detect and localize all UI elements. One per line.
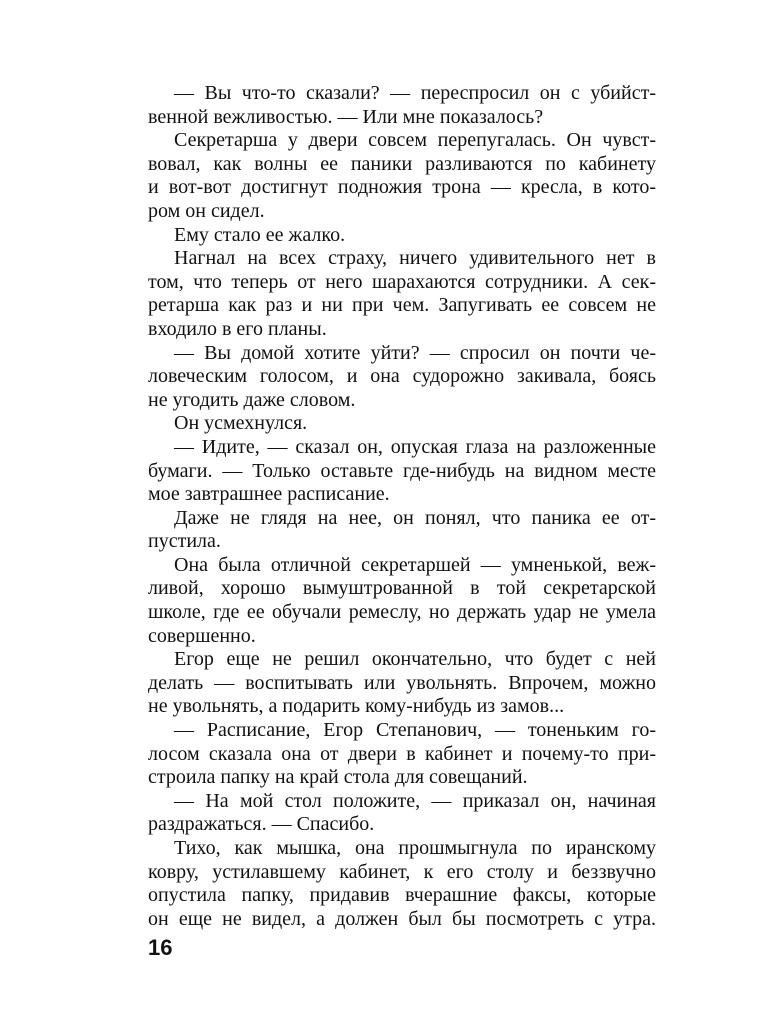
paragraph (148, 436, 656, 507)
text-line: ретарша как раз и ни при чем. Запугивать ее совсем не (148, 294, 656, 317)
paragraph (148, 837, 656, 931)
text-line: вовал, как волны ее паники разливаются по кабинету (148, 152, 656, 175)
text-line: Ему стало ее жалко. (174, 223, 346, 246)
text-line: Тихо, как мышка, она прошмыгнула по иранскому (174, 837, 656, 859)
paragraph (148, 224, 656, 248)
text-line: — Идите, — сказал он, опуская глаза на разложенные (174, 435, 656, 458)
paragraph (148, 342, 656, 413)
text-line: раздражаться. — Спасибо. (148, 813, 375, 836)
text-line: Нагнал на всех страху, ничего удивительного нет в (174, 247, 656, 270)
paragraph (148, 790, 656, 837)
text-line: Секретарша у двери совсем перепугалась. Он чувст- (174, 129, 656, 152)
text-line: лосом сказала она от двери в кабинет и почему-то при- (148, 742, 656, 765)
paragraph (148, 82, 656, 129)
text-line: ром он сидел. (148, 199, 265, 222)
text-line: венной вежливостью. — Или мне показалось? (148, 105, 544, 128)
text-line: — Вы что-то сказали? — переспросил он с убийст- (174, 82, 656, 104)
text-line: том, что теперь от него шарахаются сотрудники. А сек- (148, 270, 656, 293)
text-line: строила папку на край стола для совещаний. (148, 766, 528, 789)
text-line: — Расписание, Егор Степанович, — тоненьким го- (174, 719, 656, 742)
body-text (148, 82, 656, 931)
text-line: ковру, устилавшему кабинет, к его столу и беззвучно (148, 860, 656, 883)
text-line: совершенно. (148, 624, 256, 647)
text-line: делать — воспитывать или увольнять. Впрочем, можно (148, 671, 656, 694)
text-line: — Вы домой хотите уйти? — спросил он почти че- (174, 341, 656, 364)
text-line: Даже не глядя на нее, он понял, что паника ее от- (174, 506, 656, 529)
text-line: пустила. (148, 530, 221, 553)
text-line: Егор еще не решил окончательно, что будет с ней (174, 648, 656, 671)
text-line: мое завтрашнее расписание. (148, 483, 390, 506)
text-line: и вот-вот достигнут подножия трона — кресла, в кото- (148, 176, 656, 199)
text-line: ливой, хорошо вымуштрованной в той секретарской (148, 577, 656, 600)
text-line: входило в его планы. (148, 317, 327, 340)
text-line: — На мой стол положите, — приказал он, начиная (174, 789, 656, 812)
text-line: ловеческим голосом, и она судорожно закивала, боясь (148, 365, 656, 388)
text-line: он еще не видел, а должен был бы посмотреть с утра. (148, 907, 656, 930)
paragraph (148, 648, 656, 719)
text-line: бумаги. — Только оставьте где-нибудь на видном месте (148, 459, 656, 482)
text-line: не угодить даже словом. (148, 388, 356, 411)
paragraph (148, 247, 656, 341)
text-line: школе, где ее обучали ремеслу, но держать удар не умела (148, 601, 656, 624)
paragraph (148, 719, 656, 790)
text-line: Она была отличной секретаршей — умненькой, веж- (174, 553, 656, 576)
paragraph (148, 554, 656, 648)
text-line: опустила папку, придавив вчерашние факсы, которые (148, 884, 656, 907)
text-line: Он усмехнулся. (174, 412, 308, 435)
text-line: не увольнять, а подарить кому-нибудь из замов... (148, 695, 565, 718)
paragraph (148, 412, 656, 436)
paragraph (148, 129, 656, 223)
paragraph (148, 507, 656, 554)
page-number: 16 (148, 935, 173, 960)
